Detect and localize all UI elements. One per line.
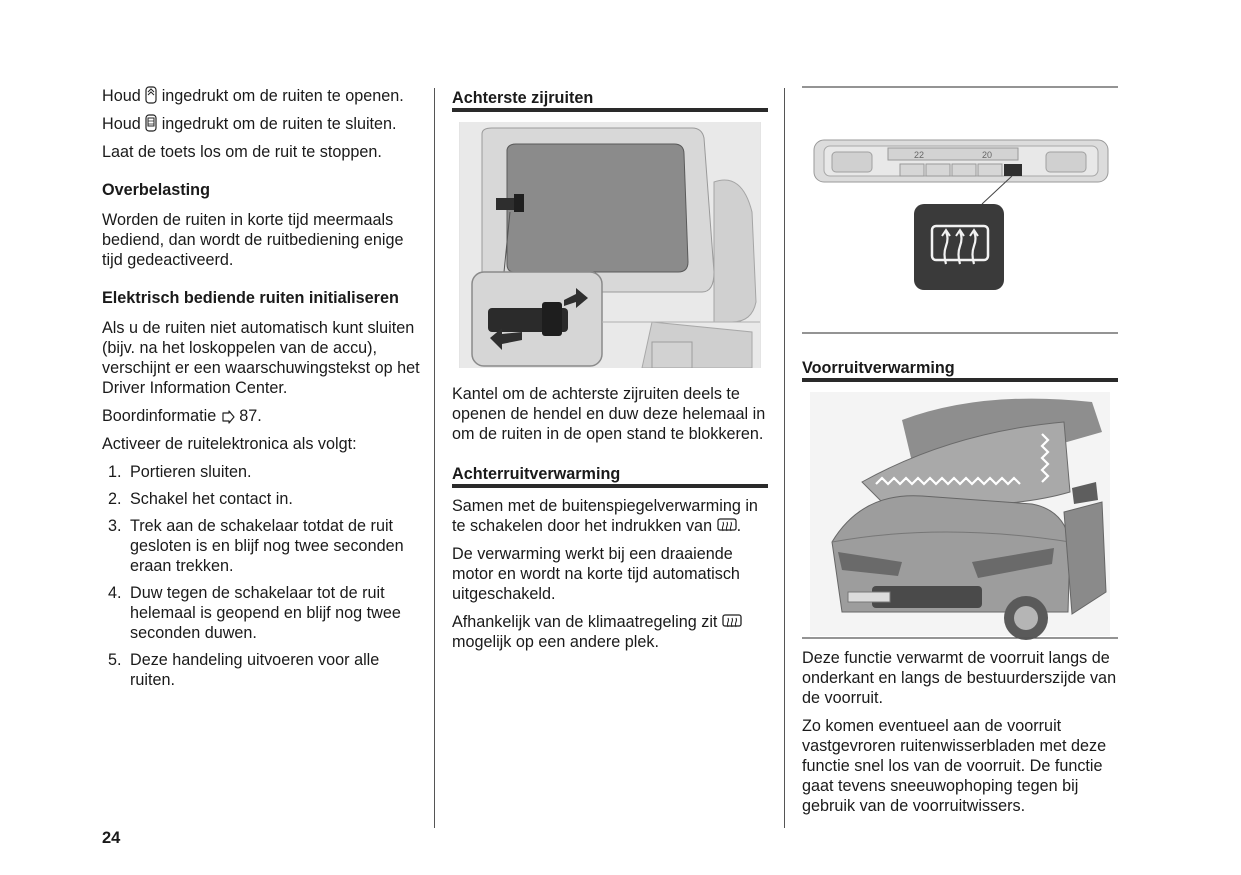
window-close-icon — [145, 114, 157, 132]
paragraph-rear-heating-2: De verwarming werkt bij een draaiende motor en wordt na korte tijd automatisch uitgeschakeld. — [452, 545, 740, 603]
heading-windscreen-heating: Voorruitverwarming — [802, 358, 1118, 382]
rear-window-heating-icon — [717, 518, 737, 534]
windscreen-heating-illustration — [802, 392, 1118, 640]
heading-initialise: Elektrisch bediende ruiten initialiseren — [102, 289, 399, 307]
list-item: 5. Deze handeling uitvoeren voor alle ruiten. — [108, 651, 380, 689]
column-3 — [802, 86, 1118, 824]
heading-rear-side-windows: Achterste zijruiten — [452, 88, 768, 112]
paragraph-initialise: Als u de ruiten niet automatisch kunt sluiten (bijv. na het loskoppelen van de accu), verschijnt er een waarschuwingstekst op het Driver Information Center. — [102, 319, 420, 397]
paragraph-windscreen-1: Deze functie verwarmt de voorruit langs de onderkant en langs de bestuurderszijde van de voorruit. — [802, 649, 1117, 707]
panel-display-left: 22 — [914, 150, 925, 160]
list-item: 1. Portieren sluiten. — [108, 463, 252, 481]
paragraph-windscreen-2: Zo komen eventueel aan de voorruit vastgevroren ruitenwisserbladen met deze functie snel los van de voorruit. De functie gaat tevens sneeuwophoping tegen bij gebruik van de voorruitwissers. — [802, 717, 1107, 815]
rear-window-heating-icon — [722, 614, 742, 630]
heading-rear-window-heating: Achterruitverwarming — [452, 464, 768, 488]
paragraph-close: Houd ingedrukt om de ruiten te sluiten. — [102, 115, 397, 133]
heading-overload: Overbelasting — [102, 181, 210, 199]
climate-panel-illustration — [802, 86, 1118, 334]
list-item: 4. Duw tegen de schakelaar tot de ruit helemaal is geopend en blijf nog twee seconden duwen. — [108, 584, 401, 642]
rear-side-window-illustration — [452, 122, 768, 368]
column-divider-2 — [784, 88, 785, 828]
page-number: 24 — [102, 829, 121, 847]
paragraph-open: Houd ingedrukt om de ruiten te openen. — [102, 87, 404, 105]
list-item: 3. Trek aan de schakelaar totdat de ruit gesloten is en blijf nog twee seconden eraan trekken. — [108, 517, 404, 575]
paragraph-overload: Worden de ruiten in korte tijd meermaals bediend, dan wordt de ruitbediening enige tijd gedeactiveerd. — [102, 211, 404, 269]
column-divider-1 — [434, 88, 435, 828]
page-reference-arrow-icon — [221, 410, 235, 424]
paragraph-rear-heating-3: Afhankelijk van de klimaatregeling zit mogelijk op een andere plek. — [452, 612, 768, 652]
paragraph-rear-heating-1: Samen met de buitenspiegelverwarming in te schakelen door het indrukken van . — [452, 497, 758, 535]
steps-list — [102, 462, 420, 690]
paragraph-board-info: Boordinformatie 87. — [102, 407, 262, 425]
list-item: 2. Schakel het contact in. — [108, 490, 293, 508]
paragraph-stop: Laat de toets los om de ruit te stoppen. — [102, 143, 382, 161]
column-1 — [102, 86, 420, 697]
window-open-icon — [145, 86, 157, 104]
paragraph-rear-side-windows: Kantel om de achterste zijruiten deels te openen de hendel en duw deze helemaal in om de ruiten in de open stand te blokkeren. — [452, 385, 766, 443]
panel-display-right: 20 — [982, 150, 993, 160]
paragraph-activate: Activeer de ruitelektronica als volgt: — [102, 435, 357, 453]
column-2 — [452, 86, 768, 660]
